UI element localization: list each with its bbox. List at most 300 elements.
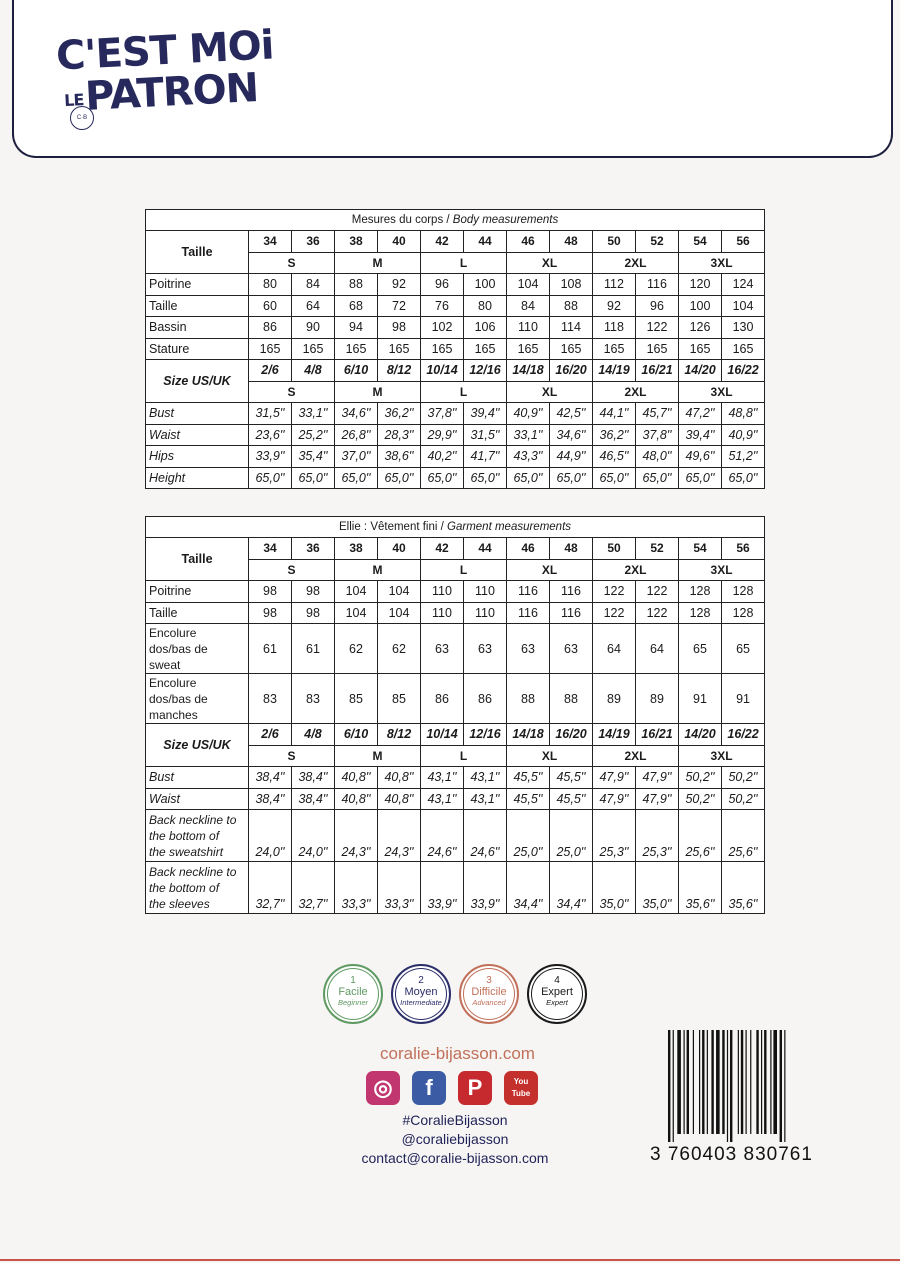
us-label: Size US/UK bbox=[146, 724, 249, 767]
table-cell: 165 bbox=[507, 338, 550, 360]
table-row bbox=[146, 767, 765, 789]
table-cell: 37,8'' bbox=[636, 424, 679, 446]
table-cell: 24,3'' bbox=[335, 810, 378, 862]
table-cell: 80 bbox=[249, 274, 292, 296]
table-cell: 83 bbox=[292, 674, 335, 724]
size-header: 48 bbox=[550, 231, 593, 253]
barcode-bar bbox=[687, 1030, 689, 1134]
table-cell: 36,2'' bbox=[378, 403, 421, 425]
table-cell: 45,5'' bbox=[507, 767, 550, 789]
website-link[interactable]: coralie-bijasson.com bbox=[380, 1044, 535, 1063]
table-cell: 37,0'' bbox=[335, 446, 378, 468]
level-badge bbox=[323, 964, 383, 1024]
table-cell: 40,8'' bbox=[335, 788, 378, 810]
size-group: 3XL bbox=[679, 252, 765, 274]
size-header: 36 bbox=[292, 231, 335, 253]
taille-label: Taille bbox=[146, 231, 249, 274]
us-size-header: 4/8 bbox=[292, 724, 335, 746]
table-cell: 65 bbox=[679, 624, 722, 674]
table-cell: 24,6'' bbox=[464, 810, 507, 862]
table-cell: 33,9'' bbox=[249, 446, 292, 468]
table-cell: 94 bbox=[335, 317, 378, 339]
table-title-row bbox=[146, 210, 765, 231]
level-en: Advanced bbox=[472, 998, 506, 1007]
size-group: 3XL bbox=[679, 559, 765, 581]
us-size-header: 14/20 bbox=[679, 724, 722, 746]
barcode-bar bbox=[746, 1030, 747, 1134]
table-cell: 43,1'' bbox=[421, 788, 464, 810]
size-group: L bbox=[421, 252, 507, 274]
table-cell: 110 bbox=[507, 317, 550, 339]
size-group: 2XL bbox=[593, 745, 679, 767]
table-cell: 65,0'' bbox=[335, 467, 378, 489]
table-cell: 38,4'' bbox=[249, 788, 292, 810]
table-cell: 104 bbox=[378, 581, 421, 603]
us-size-header: 12/16 bbox=[464, 360, 507, 382]
barcode-bar bbox=[773, 1030, 777, 1134]
row-label: Back neckline to the bottom of the sleeves bbox=[146, 862, 249, 914]
size-group: S bbox=[249, 559, 335, 581]
row-label: Hips bbox=[146, 446, 249, 468]
row-label: Bust bbox=[146, 403, 249, 425]
table-cell: 61 bbox=[249, 624, 292, 674]
table-cell: 34,4'' bbox=[550, 862, 593, 914]
table-cell: 25,0'' bbox=[507, 810, 550, 862]
us-size-header: 14/18 bbox=[507, 724, 550, 746]
size-group: M bbox=[335, 559, 421, 581]
table-cell: 112 bbox=[593, 274, 636, 296]
table-cell: 33,3'' bbox=[378, 862, 421, 914]
us-size-header: 16/22 bbox=[722, 724, 765, 746]
table-cell: 45,5'' bbox=[550, 767, 593, 789]
table-row bbox=[146, 317, 765, 339]
table-cell: 116 bbox=[636, 274, 679, 296]
table-cell: 116 bbox=[507, 581, 550, 603]
size-header: 52 bbox=[636, 538, 679, 560]
table-cell: 61 bbox=[292, 624, 335, 674]
table-cell: 65,0'' bbox=[636, 467, 679, 489]
table-cell: 33,3'' bbox=[335, 862, 378, 914]
table-cell: 80 bbox=[464, 295, 507, 317]
table-cell: 92 bbox=[593, 295, 636, 317]
size-header: 36 bbox=[292, 538, 335, 560]
table-cell: 60 bbox=[249, 295, 292, 317]
table-cell: 84 bbox=[507, 295, 550, 317]
youtube-icon[interactable]: You Tube bbox=[504, 1071, 538, 1105]
table-cell: 44,9'' bbox=[550, 446, 593, 468]
table-cell: 38,6'' bbox=[378, 446, 421, 468]
table-cell: 102 bbox=[421, 317, 464, 339]
size-header: 50 bbox=[593, 231, 636, 253]
barcode-bar bbox=[738, 1030, 739, 1134]
us-label: Size US/UK bbox=[146, 360, 249, 403]
table-cell: 38,4'' bbox=[292, 788, 335, 810]
level-badge bbox=[459, 964, 519, 1024]
table-cell: 114 bbox=[550, 317, 593, 339]
size-group: XL bbox=[507, 252, 593, 274]
us-size-header: 14/20 bbox=[679, 360, 722, 382]
level-fr: Moyen bbox=[404, 986, 438, 998]
table-cell: 65,0'' bbox=[507, 467, 550, 489]
table-cell: 165 bbox=[550, 338, 593, 360]
table-cell: 88 bbox=[335, 274, 378, 296]
level-en: Beginner bbox=[337, 998, 369, 1007]
table-cell: 65,0'' bbox=[593, 467, 636, 489]
table-cell: 38,4'' bbox=[249, 767, 292, 789]
table-cell: 40,9'' bbox=[507, 403, 550, 425]
table-cell: 89 bbox=[593, 674, 636, 724]
size-group: 3XL bbox=[679, 381, 765, 403]
table-cell: 50,2'' bbox=[679, 788, 722, 810]
table-cell: 51,2'' bbox=[722, 446, 765, 468]
table-cell: 33,1'' bbox=[292, 403, 335, 425]
instagram-icon[interactable]: ◎ bbox=[366, 1071, 400, 1105]
row-label: Poitrine bbox=[146, 274, 249, 296]
size-group: M bbox=[335, 381, 421, 403]
table-cell: 91 bbox=[722, 674, 765, 724]
table-cell: 88 bbox=[550, 295, 593, 317]
table-cell: 50,2'' bbox=[679, 767, 722, 789]
table-cell: 40,2'' bbox=[421, 446, 464, 468]
barcode-bar bbox=[764, 1030, 766, 1134]
table-cell: 122 bbox=[593, 581, 636, 603]
size-header: 50 bbox=[593, 538, 636, 560]
table-cell: 35,6'' bbox=[679, 862, 722, 914]
table-cell: 34,6'' bbox=[550, 424, 593, 446]
size-header: 34 bbox=[249, 538, 292, 560]
table-cell: 88 bbox=[507, 674, 550, 724]
table-cell: 90 bbox=[292, 317, 335, 339]
table-cell: 41,7'' bbox=[464, 446, 507, 468]
table-cell: 45,5'' bbox=[550, 788, 593, 810]
size-group: 2XL bbox=[593, 559, 679, 581]
table-cell: 106 bbox=[464, 317, 507, 339]
table-row bbox=[146, 581, 765, 603]
barcode-bar bbox=[784, 1030, 785, 1142]
table-cell: 25,6'' bbox=[722, 810, 765, 862]
table-cell: 39,4'' bbox=[679, 424, 722, 446]
table-row bbox=[146, 788, 765, 810]
table-cell: 120 bbox=[679, 274, 722, 296]
table-cell: 35,0'' bbox=[593, 862, 636, 914]
bottom-rule bbox=[0, 1259, 900, 1261]
table-cell: 25,0'' bbox=[550, 810, 593, 862]
table-cell: 110 bbox=[464, 602, 507, 624]
table-cell: 49,6'' bbox=[679, 446, 722, 468]
table-cell: 104 bbox=[335, 602, 378, 624]
table-cell: 24,0'' bbox=[249, 810, 292, 862]
table-cell: 47,9'' bbox=[636, 767, 679, 789]
barcode-bar bbox=[756, 1030, 758, 1134]
table-cell: 116 bbox=[550, 581, 593, 603]
us-size-header: 2/6 bbox=[249, 724, 292, 746]
level-en: Intermediate bbox=[400, 998, 442, 1007]
table-cell: 40,8'' bbox=[378, 788, 421, 810]
table-cell: 89 bbox=[636, 674, 679, 724]
table-cell: 165 bbox=[335, 338, 378, 360]
table-row bbox=[146, 403, 765, 425]
hashtag: #CoralieBijasson bbox=[402, 1112, 508, 1128]
size-header: 34 bbox=[249, 231, 292, 253]
table-cell: 98 bbox=[292, 602, 335, 624]
table-cell: 165 bbox=[722, 338, 765, 360]
table-cell: 29,9'' bbox=[421, 424, 464, 446]
table-cell: 63 bbox=[507, 624, 550, 674]
table-cell: 40,9'' bbox=[722, 424, 765, 446]
table-cell: 128 bbox=[679, 602, 722, 624]
size-group: 2XL bbox=[593, 252, 679, 274]
pinterest-icon[interactable]: P bbox=[458, 1071, 492, 1105]
barcode-bar bbox=[668, 1030, 670, 1142]
size-header: 42 bbox=[421, 538, 464, 560]
table-cell: 33,1'' bbox=[507, 424, 550, 446]
table-cell: 50,2'' bbox=[722, 767, 765, 789]
size-group: S bbox=[249, 745, 335, 767]
level-en: Expert bbox=[546, 998, 568, 1007]
barcode-bar bbox=[677, 1030, 681, 1134]
size-header: 56 bbox=[722, 538, 765, 560]
level-fr: Difficile bbox=[471, 986, 507, 998]
table-cell: 104 bbox=[378, 602, 421, 624]
table-cell: 39,4'' bbox=[464, 403, 507, 425]
table-title: Mesures du corps / Body measurements bbox=[146, 210, 765, 231]
table-row bbox=[146, 295, 765, 317]
us-size-header: 10/14 bbox=[421, 724, 464, 746]
table-cell: 65,0'' bbox=[292, 467, 335, 489]
size-group: L bbox=[421, 745, 507, 767]
logo-text: C'EST MOi bbox=[54, 22, 275, 80]
table-cell: 84 bbox=[292, 274, 335, 296]
table-cell: 65,0'' bbox=[249, 467, 292, 489]
table-cell: 25,3'' bbox=[636, 810, 679, 862]
size-group: XL bbox=[507, 745, 593, 767]
facebook-icon[interactable]: f bbox=[412, 1071, 446, 1105]
table-cell: 104 bbox=[335, 581, 378, 603]
size-header: 46 bbox=[507, 231, 550, 253]
size-group: L bbox=[421, 559, 507, 581]
size-header: 54 bbox=[679, 231, 722, 253]
table-cell: 48,0'' bbox=[636, 446, 679, 468]
table-cell: 25,6'' bbox=[679, 810, 722, 862]
table-cell: 35,0'' bbox=[636, 862, 679, 914]
table-cell: 47,9'' bbox=[593, 767, 636, 789]
table-row bbox=[146, 446, 765, 468]
table-cell: 86 bbox=[421, 674, 464, 724]
table-cell: 35,4'' bbox=[292, 446, 335, 468]
barcode-bar bbox=[770, 1030, 771, 1134]
table-cell: 110 bbox=[421, 581, 464, 603]
barcode bbox=[666, 1030, 826, 1142]
size-header: 40 bbox=[378, 538, 421, 560]
table-cell: 32,7'' bbox=[249, 862, 292, 914]
table-cell: 31,5'' bbox=[249, 403, 292, 425]
table-title-row bbox=[146, 517, 765, 538]
barcode-bar bbox=[673, 1030, 674, 1142]
table-cell: 65,0'' bbox=[722, 467, 765, 489]
size-header: 56 bbox=[722, 231, 765, 253]
table-cell: 76 bbox=[421, 295, 464, 317]
table-cell: 128 bbox=[722, 581, 765, 603]
table-cell: 65,0'' bbox=[378, 467, 421, 489]
size-header: 38 bbox=[335, 231, 378, 253]
table-cell: 98 bbox=[249, 581, 292, 603]
table-cell: 24,0'' bbox=[292, 810, 335, 862]
us-size-header: 8/12 bbox=[378, 724, 421, 746]
size-header: 38 bbox=[335, 538, 378, 560]
logo-badge: C·B bbox=[70, 106, 94, 130]
table-row bbox=[146, 338, 765, 360]
table-cell: 85 bbox=[378, 674, 421, 724]
table-cell: 28,3'' bbox=[378, 424, 421, 446]
table-cell: 65 bbox=[722, 624, 765, 674]
row-label: Back neckline to the bottom of the sweatshirt bbox=[146, 810, 249, 862]
table-cell: 165 bbox=[421, 338, 464, 360]
level-num: 4 bbox=[554, 975, 560, 986]
table-cell: 165 bbox=[249, 338, 292, 360]
size-group: XL bbox=[507, 559, 593, 581]
contact-email[interactable]: contact@coralie-bijasson.com bbox=[361, 1150, 549, 1166]
row-label: Taille bbox=[146, 295, 249, 317]
barcode-bar bbox=[707, 1030, 708, 1134]
us-size-header: 12/16 bbox=[464, 724, 507, 746]
table-cell: 165 bbox=[593, 338, 636, 360]
table-cell: 45,5'' bbox=[507, 788, 550, 810]
table-cell: 104 bbox=[722, 295, 765, 317]
table-cell: 40,8'' bbox=[335, 767, 378, 789]
table-cell: 116 bbox=[507, 602, 550, 624]
table-row bbox=[146, 674, 765, 724]
table-cell: 43,1'' bbox=[464, 767, 507, 789]
table-cell: 98 bbox=[378, 317, 421, 339]
size-header: 44 bbox=[464, 538, 507, 560]
table-cell: 25,2'' bbox=[292, 424, 335, 446]
row-label: Encolure dos/bas de manches bbox=[146, 674, 249, 724]
size-group: 2XL bbox=[593, 381, 679, 403]
table-cell: 45,7'' bbox=[636, 403, 679, 425]
barcode-bar bbox=[699, 1030, 700, 1134]
row-label: Encolure dos/bas de sweat bbox=[146, 624, 249, 674]
table-cell: 83 bbox=[249, 674, 292, 724]
table-cell: 96 bbox=[636, 295, 679, 317]
row-label: Height bbox=[146, 467, 249, 489]
taille-label: Taille bbox=[146, 538, 249, 581]
table-cell: 110 bbox=[421, 602, 464, 624]
table-cell: 110 bbox=[464, 581, 507, 603]
table-title: Ellie : Vêtement fini / Garment measurements bbox=[146, 517, 765, 538]
barcode-bar bbox=[716, 1030, 720, 1134]
table-cell: 165 bbox=[378, 338, 421, 360]
table-cell: 43,1'' bbox=[464, 788, 507, 810]
table-cell: 98 bbox=[249, 602, 292, 624]
table-cell: 48,8'' bbox=[722, 403, 765, 425]
us-size-header: 14/19 bbox=[593, 360, 636, 382]
barcode-number: 3 760403 830761 bbox=[650, 1144, 813, 1165]
table-cell: 86 bbox=[249, 317, 292, 339]
us-size-header: 16/20 bbox=[550, 724, 593, 746]
size-group: S bbox=[249, 252, 335, 274]
table-cell: 165 bbox=[292, 338, 335, 360]
barcode-bar bbox=[761, 1030, 762, 1134]
table-cell: 122 bbox=[636, 581, 679, 603]
size-row bbox=[146, 231, 765, 253]
table-cell: 46,5'' bbox=[593, 446, 636, 468]
barcode-bar bbox=[702, 1030, 704, 1134]
barcode-bar bbox=[693, 1030, 694, 1134]
table-cell: 33,9'' bbox=[464, 862, 507, 914]
table-cell: 108 bbox=[550, 274, 593, 296]
us-size-header: 2/6 bbox=[249, 360, 292, 382]
table-cell: 64 bbox=[593, 624, 636, 674]
table-cell: 122 bbox=[593, 602, 636, 624]
table-cell: 23,6'' bbox=[249, 424, 292, 446]
garment-measurements-table bbox=[145, 516, 765, 914]
table-cell: 64 bbox=[636, 624, 679, 674]
size-header: 44 bbox=[464, 231, 507, 253]
row-label: Bassin bbox=[146, 317, 249, 339]
table-row bbox=[146, 467, 765, 489]
size-header: 40 bbox=[378, 231, 421, 253]
table-row bbox=[146, 424, 765, 446]
table-cell: 68 bbox=[335, 295, 378, 317]
us-size-header: 16/21 bbox=[636, 360, 679, 382]
table-cell: 122 bbox=[636, 602, 679, 624]
table-cell: 65,0'' bbox=[679, 467, 722, 489]
table-cell: 116 bbox=[550, 602, 593, 624]
difficulty-levels bbox=[323, 964, 593, 1026]
table-cell: 128 bbox=[722, 602, 765, 624]
table-row bbox=[146, 274, 765, 296]
level-badge bbox=[391, 964, 451, 1024]
table-cell: 38,4'' bbox=[292, 767, 335, 789]
level-fr: Facile bbox=[338, 986, 368, 998]
table-cell: 25,3'' bbox=[593, 810, 636, 862]
social-icons bbox=[366, 1071, 546, 1109]
table-cell: 118 bbox=[593, 317, 636, 339]
table-cell: 43,3'' bbox=[507, 446, 550, 468]
size-row bbox=[146, 538, 765, 560]
barcode-bar bbox=[722, 1030, 724, 1134]
table-cell: 35,6'' bbox=[722, 862, 765, 914]
size-group: S bbox=[249, 381, 335, 403]
table-cell: 47,9'' bbox=[636, 788, 679, 810]
table-cell: 37,8'' bbox=[421, 403, 464, 425]
table-cell: 24,3'' bbox=[378, 810, 421, 862]
us-size-header: 16/20 bbox=[550, 360, 593, 382]
table-row bbox=[146, 810, 765, 862]
level-num: 2 bbox=[418, 975, 424, 986]
us-size-header: 16/21 bbox=[636, 724, 679, 746]
table-cell: 72 bbox=[378, 295, 421, 317]
table-cell: 63 bbox=[421, 624, 464, 674]
body-measurements-table bbox=[145, 209, 765, 489]
size-group: 3XL bbox=[679, 745, 765, 767]
row-label: Stature bbox=[146, 338, 249, 360]
table-cell: 65,0'' bbox=[421, 467, 464, 489]
table-cell: 65,0'' bbox=[550, 467, 593, 489]
social-handle: @coraliebijasson bbox=[401, 1131, 509, 1147]
table-cell: 32,7'' bbox=[292, 862, 335, 914]
us-size-header: 6/10 bbox=[335, 724, 378, 746]
table-cell: 100 bbox=[679, 295, 722, 317]
table-row bbox=[146, 602, 765, 624]
table-cell: 40,8'' bbox=[378, 767, 421, 789]
row-label: Taille bbox=[146, 602, 249, 624]
table-cell: 50,2'' bbox=[722, 788, 765, 810]
us-size-row bbox=[146, 724, 765, 746]
table-cell: 65,0'' bbox=[464, 467, 507, 489]
header-card bbox=[12, 0, 893, 158]
table-cell: 44,1'' bbox=[593, 403, 636, 425]
